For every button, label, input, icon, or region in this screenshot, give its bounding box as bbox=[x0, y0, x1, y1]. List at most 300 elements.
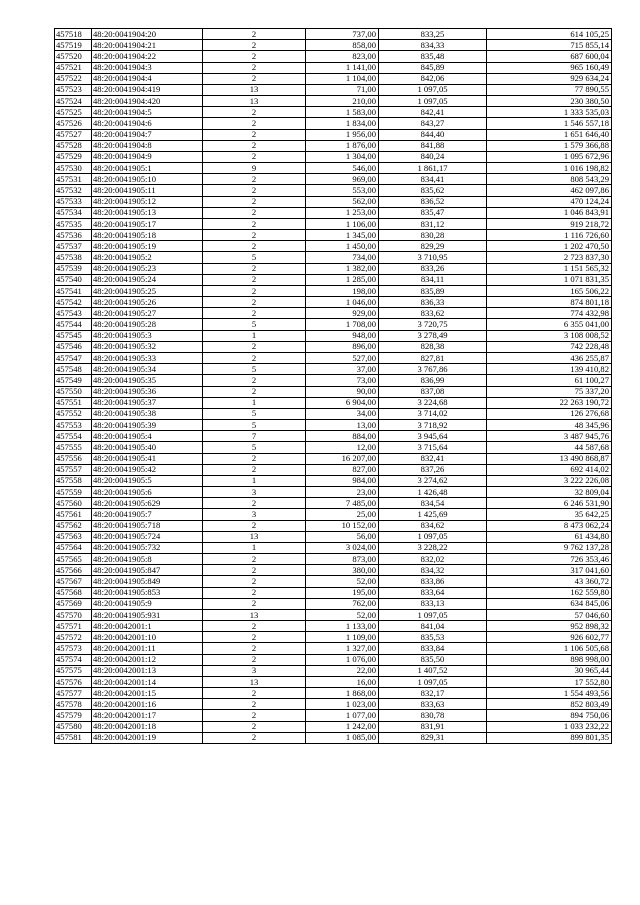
cadastral-number-cell: 48:20:0041905:32 bbox=[92, 341, 203, 352]
cadastral-value-cell: 61 100,27 bbox=[487, 375, 612, 386]
specific-value-cell: 835,62 bbox=[379, 185, 487, 196]
cadastral-number-cell: 48:20:0042001:18 bbox=[92, 721, 203, 732]
cadastral-value-cell: 808 543,29 bbox=[487, 174, 612, 185]
area-value-cell: 1 304,00 bbox=[306, 151, 379, 162]
row-number-cell: 457543 bbox=[55, 308, 92, 319]
table-row bbox=[55, 341, 612, 352]
row-number-cell: 457541 bbox=[55, 285, 92, 296]
category-code-cell: 13 bbox=[203, 531, 306, 542]
table-row bbox=[55, 185, 612, 196]
table-row bbox=[55, 364, 612, 375]
category-code-cell: 2 bbox=[203, 297, 306, 308]
table-row bbox=[55, 241, 612, 252]
table-row bbox=[55, 453, 612, 464]
table-row bbox=[55, 207, 612, 218]
category-code-cell: 2 bbox=[203, 285, 306, 296]
table-row bbox=[55, 442, 612, 453]
category-code-cell: 13 bbox=[203, 609, 306, 620]
row-number-cell: 457534 bbox=[55, 207, 92, 218]
specific-value-cell: 832,41 bbox=[379, 453, 487, 464]
row-number-cell: 457527 bbox=[55, 129, 92, 140]
category-code-cell: 2 bbox=[203, 598, 306, 609]
category-code-cell: 2 bbox=[203, 352, 306, 363]
specific-value-cell: 1 425,69 bbox=[379, 509, 487, 520]
area-value-cell: 23,00 bbox=[306, 487, 379, 498]
specific-value-cell: 844,40 bbox=[379, 129, 487, 140]
cadastral-value-cell: 1 151 565,32 bbox=[487, 263, 612, 274]
area-value-cell: 1 085,00 bbox=[306, 732, 379, 743]
cadastral-number-cell: 48:20:0041905:3 bbox=[92, 330, 203, 341]
cadastral-value-cell: 162 559,80 bbox=[487, 587, 612, 598]
category-code-cell: 2 bbox=[203, 196, 306, 207]
specific-value-cell: 829,31 bbox=[379, 732, 487, 743]
area-value-cell: 873,00 bbox=[306, 554, 379, 565]
cadastral-number-cell: 48:20:0041905:33 bbox=[92, 352, 203, 363]
area-value-cell: 1 076,00 bbox=[306, 654, 379, 665]
row-number-cell: 457553 bbox=[55, 420, 92, 431]
area-value-cell: 1 834,00 bbox=[306, 118, 379, 129]
cadastral-value-cell: 32 809,04 bbox=[487, 487, 612, 498]
area-value-cell: 858,00 bbox=[306, 40, 379, 51]
cadastral-value-cell: 44 587,68 bbox=[487, 442, 612, 453]
category-code-cell: 2 bbox=[203, 721, 306, 732]
cadastral-number-cell: 48:20:0041904:419 bbox=[92, 84, 203, 95]
table-row bbox=[55, 352, 612, 363]
specific-value-cell: 3 274,62 bbox=[379, 475, 487, 486]
cadastral-number-cell: 48:20:0041905:27 bbox=[92, 308, 203, 319]
row-number-cell: 457574 bbox=[55, 654, 92, 665]
table-row bbox=[55, 643, 612, 654]
cadastral-value-cell: 1 106 505,68 bbox=[487, 643, 612, 654]
cadastral-number-cell: 48:20:0042001:13 bbox=[92, 665, 203, 676]
cadastral-number-cell: 48:20:0041905:34 bbox=[92, 364, 203, 375]
specific-value-cell: 3 228,22 bbox=[379, 542, 487, 553]
cadastral-value-cell: 1 651 646,40 bbox=[487, 129, 612, 140]
table-row bbox=[55, 174, 612, 185]
table-row bbox=[55, 196, 612, 207]
table-row bbox=[55, 230, 612, 241]
specific-value-cell: 1 426,48 bbox=[379, 487, 487, 498]
specific-value-cell: 3 714,02 bbox=[379, 408, 487, 419]
area-value-cell: 56,00 bbox=[306, 531, 379, 542]
table-row bbox=[55, 375, 612, 386]
cadastral-number-cell: 48:20:0041905:853 bbox=[92, 587, 203, 598]
area-value-cell: 73,00 bbox=[306, 375, 379, 386]
category-code-cell: 13 bbox=[203, 676, 306, 687]
specific-value-cell: 830,78 bbox=[379, 710, 487, 721]
cadastral-value-cell: 75 337,20 bbox=[487, 386, 612, 397]
row-number-cell: 457529 bbox=[55, 151, 92, 162]
table-row bbox=[55, 73, 612, 84]
area-value-cell: 1 327,00 bbox=[306, 643, 379, 654]
specific-value-cell: 3 715,64 bbox=[379, 442, 487, 453]
cadastral-value-cell: 22 263 190,72 bbox=[487, 397, 612, 408]
area-value-cell: 16 207,00 bbox=[306, 453, 379, 464]
category-code-cell: 5 bbox=[203, 319, 306, 330]
cadastral-number-cell: 48:20:0042001:19 bbox=[92, 732, 203, 743]
cadastral-number-cell: 48:20:0041904:22 bbox=[92, 51, 203, 62]
table-row bbox=[55, 274, 612, 285]
cadastral-value-cell: 13 490 868,87 bbox=[487, 453, 612, 464]
table-body bbox=[55, 29, 612, 744]
table-row bbox=[55, 576, 612, 587]
table-row bbox=[55, 487, 612, 498]
category-code-cell: 2 bbox=[203, 554, 306, 565]
cadastral-value-cell: 926 602,77 bbox=[487, 632, 612, 643]
cadastral-number-cell: 48:20:0041905:2 bbox=[92, 252, 203, 263]
area-value-cell: 827,00 bbox=[306, 464, 379, 475]
row-number-cell: 457554 bbox=[55, 431, 92, 442]
specific-value-cell: 833,62 bbox=[379, 308, 487, 319]
row-number-cell: 457567 bbox=[55, 576, 92, 587]
area-value-cell: 90,00 bbox=[306, 386, 379, 397]
area-value-cell: 1 450,00 bbox=[306, 241, 379, 252]
cadastral-value-cell: 61 434,80 bbox=[487, 531, 612, 542]
cadastral-value-cell: 8 473 062,24 bbox=[487, 520, 612, 531]
category-code-cell: 1 bbox=[203, 330, 306, 341]
table-row bbox=[55, 565, 612, 576]
specific-value-cell: 827,81 bbox=[379, 352, 487, 363]
cadastral-number-cell: 48:20:0041905:37 bbox=[92, 397, 203, 408]
row-number-cell: 457562 bbox=[55, 520, 92, 531]
row-number-cell: 457538 bbox=[55, 252, 92, 263]
area-value-cell: 1 046,00 bbox=[306, 297, 379, 308]
row-number-cell: 457522 bbox=[55, 73, 92, 84]
row-number-cell: 457568 bbox=[55, 587, 92, 598]
row-number-cell: 457551 bbox=[55, 397, 92, 408]
cadastral-number-cell: 48:20:0041905:849 bbox=[92, 576, 203, 587]
specific-value-cell: 1 097,05 bbox=[379, 531, 487, 542]
area-value-cell: 1 285,00 bbox=[306, 274, 379, 285]
table-row bbox=[55, 140, 612, 151]
cadastral-number-cell: 48:20:0041905:18 bbox=[92, 230, 203, 241]
specific-value-cell: 834,62 bbox=[379, 520, 487, 531]
table-row bbox=[55, 475, 612, 486]
category-code-cell: 2 bbox=[203, 643, 306, 654]
table-row bbox=[55, 96, 612, 107]
specific-value-cell: 833,25 bbox=[379, 29, 487, 40]
specific-value-cell: 841,04 bbox=[379, 621, 487, 632]
specific-value-cell: 1 097,05 bbox=[379, 96, 487, 107]
category-code-cell: 2 bbox=[203, 151, 306, 162]
specific-value-cell: 831,12 bbox=[379, 218, 487, 229]
specific-value-cell: 843,27 bbox=[379, 118, 487, 129]
specific-value-cell: 1 861,17 bbox=[379, 163, 487, 174]
table-row bbox=[55, 118, 612, 129]
cadastral-number-cell: 48:20:0041904:9 bbox=[92, 151, 203, 162]
cadastral-number-cell: 48:20:0041905:23 bbox=[92, 263, 203, 274]
category-code-cell: 2 bbox=[203, 263, 306, 274]
area-value-cell: 1 106,00 bbox=[306, 218, 379, 229]
row-number-cell: 457561 bbox=[55, 509, 92, 520]
cadastral-number-cell: 48:20:0041905:38 bbox=[92, 408, 203, 419]
category-code-cell: 13 bbox=[203, 96, 306, 107]
cadastral-value-cell: 17 552,80 bbox=[487, 676, 612, 687]
category-code-cell: 2 bbox=[203, 230, 306, 241]
category-code-cell: 2 bbox=[203, 207, 306, 218]
area-value-cell: 1 242,00 bbox=[306, 721, 379, 732]
category-code-cell: 3 bbox=[203, 665, 306, 676]
specific-value-cell: 3 718,92 bbox=[379, 420, 487, 431]
row-number-cell: 457536 bbox=[55, 230, 92, 241]
area-value-cell: 380,00 bbox=[306, 565, 379, 576]
area-value-cell: 1 253,00 bbox=[306, 207, 379, 218]
specific-value-cell: 834,33 bbox=[379, 40, 487, 51]
specific-value-cell: 837,08 bbox=[379, 386, 487, 397]
table-row bbox=[55, 62, 612, 73]
area-value-cell: 1 133,00 bbox=[306, 621, 379, 632]
cadastral-value-cell: 919 218,72 bbox=[487, 218, 612, 229]
category-code-cell: 2 bbox=[203, 341, 306, 352]
cadastral-value-cell: 57 046,60 bbox=[487, 609, 612, 620]
specific-value-cell: 835,53 bbox=[379, 632, 487, 643]
specific-value-cell: 835,48 bbox=[379, 51, 487, 62]
row-number-cell: 457546 bbox=[55, 341, 92, 352]
area-value-cell: 1 708,00 bbox=[306, 319, 379, 330]
table-row bbox=[55, 408, 612, 419]
area-value-cell: 1 104,00 bbox=[306, 73, 379, 84]
category-code-cell: 2 bbox=[203, 62, 306, 73]
area-value-cell: 52,00 bbox=[306, 609, 379, 620]
table-row bbox=[55, 498, 612, 509]
specific-value-cell: 1 407,52 bbox=[379, 665, 487, 676]
cadastral-value-table bbox=[54, 28, 612, 744]
row-number-cell: 457521 bbox=[55, 62, 92, 73]
row-number-cell: 457579 bbox=[55, 710, 92, 721]
cadastral-value-cell: 3 487 945,76 bbox=[487, 431, 612, 442]
area-value-cell: 1 382,00 bbox=[306, 263, 379, 274]
row-number-cell: 457581 bbox=[55, 732, 92, 743]
row-number-cell: 457552 bbox=[55, 408, 92, 419]
row-number-cell: 457537 bbox=[55, 241, 92, 252]
cadastral-number-cell: 48:20:0041904:8 bbox=[92, 140, 203, 151]
cadastral-value-cell: 715 855,14 bbox=[487, 40, 612, 51]
cadastral-value-cell: 230 380,50 bbox=[487, 96, 612, 107]
table-row bbox=[55, 609, 612, 620]
cadastral-value-cell: 30 965,44 bbox=[487, 665, 612, 676]
cadastral-value-cell: 1 071 831,35 bbox=[487, 274, 612, 285]
area-value-cell: 1 583,00 bbox=[306, 107, 379, 118]
specific-value-cell: 845,89 bbox=[379, 62, 487, 73]
row-number-cell: 457519 bbox=[55, 40, 92, 51]
cadastral-number-cell: 48:20:0041905:13 bbox=[92, 207, 203, 218]
cadastral-value-cell: 774 432,98 bbox=[487, 308, 612, 319]
specific-value-cell: 842,41 bbox=[379, 107, 487, 118]
cadastral-number-cell: 48:20:0041905:732 bbox=[92, 542, 203, 553]
row-number-cell: 457533 bbox=[55, 196, 92, 207]
cadastral-value-cell: 1 095 672,96 bbox=[487, 151, 612, 162]
cadastral-value-cell: 1 046 843,91 bbox=[487, 207, 612, 218]
cadastral-number-cell: 48:20:0042001:1 bbox=[92, 621, 203, 632]
table-row bbox=[55, 632, 612, 643]
area-value-cell: 1 141,00 bbox=[306, 62, 379, 73]
cadastral-number-cell: 48:20:0041905:24 bbox=[92, 274, 203, 285]
category-code-cell: 2 bbox=[203, 218, 306, 229]
table-row bbox=[55, 84, 612, 95]
cadastral-value-cell: 899 801,35 bbox=[487, 732, 612, 743]
category-code-cell: 2 bbox=[203, 520, 306, 531]
cadastral-number-cell: 48:20:0041905:12 bbox=[92, 196, 203, 207]
cadastral-number-cell: 48:20:0042001:14 bbox=[92, 676, 203, 687]
cadastral-number-cell: 48:20:0042001:11 bbox=[92, 643, 203, 654]
specific-value-cell: 836,33 bbox=[379, 297, 487, 308]
area-value-cell: 1 109,00 bbox=[306, 632, 379, 643]
cadastral-number-cell: 48:20:0041905:40 bbox=[92, 442, 203, 453]
row-number-cell: 457573 bbox=[55, 643, 92, 654]
area-value-cell: 948,00 bbox=[306, 330, 379, 341]
specific-value-cell: 833,84 bbox=[379, 643, 487, 654]
cadastral-number-cell: 48:20:0041904:4 bbox=[92, 73, 203, 84]
area-value-cell: 884,00 bbox=[306, 431, 379, 442]
table-row bbox=[55, 397, 612, 408]
row-number-cell: 457564 bbox=[55, 542, 92, 553]
cadastral-number-cell: 48:20:0041905:41 bbox=[92, 453, 203, 464]
cadastral-number-cell: 48:20:0042001:10 bbox=[92, 632, 203, 643]
cadastral-value-cell: 436 255,87 bbox=[487, 352, 612, 363]
specific-value-cell: 835,47 bbox=[379, 207, 487, 218]
category-code-cell: 2 bbox=[203, 129, 306, 140]
cadastral-number-cell: 48:20:0041905:724 bbox=[92, 531, 203, 542]
category-code-cell: 5 bbox=[203, 420, 306, 431]
specific-value-cell: 842,06 bbox=[379, 73, 487, 84]
specific-value-cell: 833,64 bbox=[379, 587, 487, 598]
row-number-cell: 457539 bbox=[55, 263, 92, 274]
area-value-cell: 52,00 bbox=[306, 576, 379, 587]
cadastral-value-cell: 692 414,02 bbox=[487, 464, 612, 475]
area-value-cell: 7 485,00 bbox=[306, 498, 379, 509]
cadastral-value-cell: 742 228,48 bbox=[487, 341, 612, 352]
table-row bbox=[55, 598, 612, 609]
row-number-cell: 457570 bbox=[55, 609, 92, 620]
row-number-cell: 457531 bbox=[55, 174, 92, 185]
cadastral-number-cell: 48:20:0041905:8 bbox=[92, 554, 203, 565]
specific-value-cell: 3 278,49 bbox=[379, 330, 487, 341]
cadastral-number-cell: 48:20:0041905:19 bbox=[92, 241, 203, 252]
row-number-cell: 457556 bbox=[55, 453, 92, 464]
cadastral-value-cell: 1 016 198,82 bbox=[487, 163, 612, 174]
specific-value-cell: 833,86 bbox=[379, 576, 487, 587]
row-number-cell: 457577 bbox=[55, 688, 92, 699]
category-code-cell: 2 bbox=[203, 453, 306, 464]
cadastral-value-cell: 1 033 232,22 bbox=[487, 721, 612, 732]
specific-value-cell: 834,32 bbox=[379, 565, 487, 576]
specific-value-cell: 833,13 bbox=[379, 598, 487, 609]
cadastral-value-cell: 929 634,24 bbox=[487, 73, 612, 84]
category-code-cell: 7 bbox=[203, 431, 306, 442]
category-code-cell: 1 bbox=[203, 475, 306, 486]
cadastral-number-cell: 48:20:0042001:17 bbox=[92, 710, 203, 721]
row-number-cell: 457566 bbox=[55, 565, 92, 576]
category-code-cell: 2 bbox=[203, 565, 306, 576]
specific-value-cell: 1 097,05 bbox=[379, 84, 487, 95]
cadastral-value-cell: 9 762 137,28 bbox=[487, 542, 612, 553]
table-row bbox=[55, 431, 612, 442]
specific-value-cell: 828,38 bbox=[379, 341, 487, 352]
row-number-cell: 457545 bbox=[55, 330, 92, 341]
row-number-cell: 457558 bbox=[55, 475, 92, 486]
category-code-cell: 5 bbox=[203, 442, 306, 453]
row-number-cell: 457549 bbox=[55, 375, 92, 386]
cadastral-value-cell: 3 222 226,08 bbox=[487, 475, 612, 486]
category-code-cell: 2 bbox=[203, 375, 306, 386]
area-value-cell: 3 024,00 bbox=[306, 542, 379, 553]
cadastral-value-cell: 165 506,22 bbox=[487, 285, 612, 296]
cadastral-number-cell: 48:20:0041904:20 bbox=[92, 29, 203, 40]
cadastral-number-cell: 48:20:0042001:16 bbox=[92, 699, 203, 710]
table-row bbox=[55, 587, 612, 598]
area-value-cell: 1 345,00 bbox=[306, 230, 379, 241]
category-code-cell: 3 bbox=[203, 487, 306, 498]
specific-value-cell: 835,50 bbox=[379, 654, 487, 665]
specific-value-cell: 833,63 bbox=[379, 699, 487, 710]
specific-value-cell: 831,91 bbox=[379, 721, 487, 732]
area-value-cell: 10 152,00 bbox=[306, 520, 379, 531]
row-number-cell: 457528 bbox=[55, 140, 92, 151]
cadastral-value-cell: 470 124,24 bbox=[487, 196, 612, 207]
cadastral-number-cell: 48:20:0041905:17 bbox=[92, 218, 203, 229]
row-number-cell: 457563 bbox=[55, 531, 92, 542]
area-value-cell: 1 876,00 bbox=[306, 140, 379, 151]
cadastral-number-cell: 48:20:0041905:11 bbox=[92, 185, 203, 196]
cadastral-number-cell: 48:20:0041904:420 bbox=[92, 96, 203, 107]
cadastral-number-cell: 48:20:0041905:6 bbox=[92, 487, 203, 498]
specific-value-cell: 832,17 bbox=[379, 688, 487, 699]
specific-value-cell: 840,24 bbox=[379, 151, 487, 162]
category-code-cell: 2 bbox=[203, 29, 306, 40]
area-value-cell: 71,00 bbox=[306, 84, 379, 95]
cadastral-value-cell: 965 160,49 bbox=[487, 62, 612, 73]
table-row bbox=[55, 621, 612, 632]
cadastral-value-cell: 6 355 041,00 bbox=[487, 319, 612, 330]
area-value-cell: 896,00 bbox=[306, 341, 379, 352]
cadastral-number-cell: 48:20:0041905:39 bbox=[92, 420, 203, 431]
row-number-cell: 457524 bbox=[55, 96, 92, 107]
area-value-cell: 1 023,00 bbox=[306, 699, 379, 710]
area-value-cell: 737,00 bbox=[306, 29, 379, 40]
table-row bbox=[55, 732, 612, 743]
cadastral-value-cell: 126 276,68 bbox=[487, 408, 612, 419]
cadastral-value-cell: 1 116 726,60 bbox=[487, 230, 612, 241]
table-row bbox=[55, 654, 612, 665]
category-code-cell: 2 bbox=[203, 40, 306, 51]
cadastral-number-cell: 48:20:0041905:42 bbox=[92, 464, 203, 475]
specific-value-cell: 1 097,05 bbox=[379, 676, 487, 687]
cadastral-number-cell: 48:20:0041905:847 bbox=[92, 565, 203, 576]
category-code-cell: 3 bbox=[203, 509, 306, 520]
specific-value-cell: 3 710,95 bbox=[379, 252, 487, 263]
area-value-cell: 823,00 bbox=[306, 51, 379, 62]
category-code-cell: 2 bbox=[203, 107, 306, 118]
cadastral-number-cell: 48:20:0041905:28 bbox=[92, 319, 203, 330]
category-code-cell: 2 bbox=[203, 654, 306, 665]
area-value-cell: 553,00 bbox=[306, 185, 379, 196]
cadastral-value-cell: 894 750,06 bbox=[487, 710, 612, 721]
table-row bbox=[55, 699, 612, 710]
category-code-cell: 2 bbox=[203, 308, 306, 319]
cadastral-value-cell: 1 202 470,50 bbox=[487, 241, 612, 252]
specific-value-cell: 3 945,64 bbox=[379, 431, 487, 442]
category-code-cell: 2 bbox=[203, 699, 306, 710]
category-code-cell: 5 bbox=[203, 364, 306, 375]
specific-value-cell: 832,02 bbox=[379, 554, 487, 565]
cadastral-number-cell: 48:20:0041905:629 bbox=[92, 498, 203, 509]
category-code-cell: 2 bbox=[203, 464, 306, 475]
cadastral-number-cell: 48:20:0041904:7 bbox=[92, 129, 203, 140]
area-value-cell: 13,00 bbox=[306, 420, 379, 431]
row-number-cell: 457580 bbox=[55, 721, 92, 732]
cadastral-number-cell: 48:20:0041905:10 bbox=[92, 174, 203, 185]
row-number-cell: 457523 bbox=[55, 84, 92, 95]
